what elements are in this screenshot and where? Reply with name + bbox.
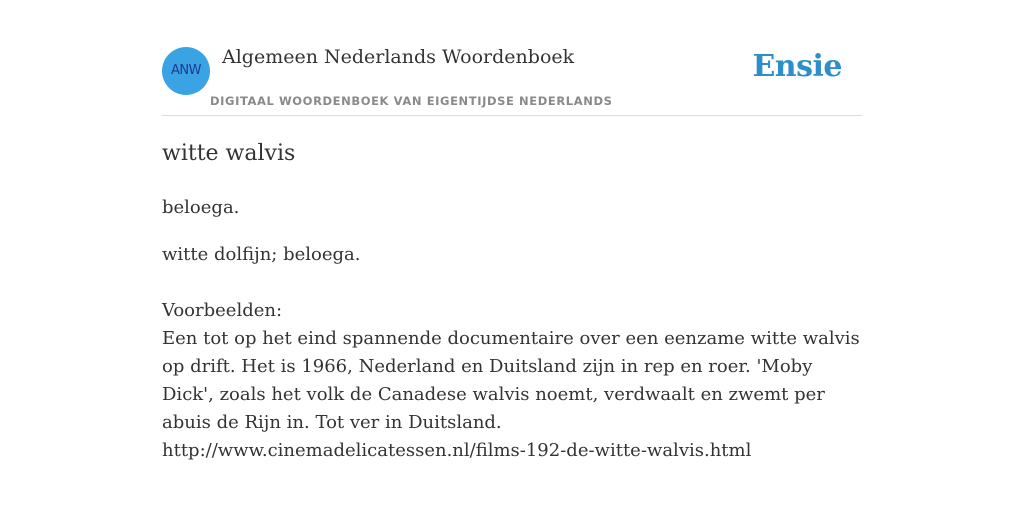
definition-2: witte dolfijn; beloega.	[162, 244, 361, 265]
example-source-url: http://www.cinemadelicatessen.nl/films-192-de-witte-walvis.html	[162, 440, 752, 461]
entry-content	[162, 138, 862, 465]
site-title[interactable]: Algemeen Nederlands Woordenboek	[222, 46, 575, 68]
definition-1: beloega.	[162, 197, 240, 218]
examples-label: Voorbeelden:	[162, 300, 283, 321]
site-header	[162, 45, 862, 116]
example-text: Een tot op het eind spannende documentaire over een eenzame witte walvis op drift. Het is 1966, Nederland en Duitsland zijn in rep en roer. 'Moby Dick', zoals het volk de Canadese walvis noemt, verdwaalt en zwemt per abuis de Rijn in. Tot ver in Duitsland.	[162, 328, 860, 433]
ensie-logo[interactable]: Ensie	[752, 49, 842, 84]
anw-logo[interactable]: ANW	[162, 47, 210, 95]
site-subtitle: DIGITAAL WOORDENBOEK VAN EIGENTIJDSE NEDERLANDS	[210, 94, 613, 108]
entry-headword: witte walvis	[162, 141, 296, 166]
